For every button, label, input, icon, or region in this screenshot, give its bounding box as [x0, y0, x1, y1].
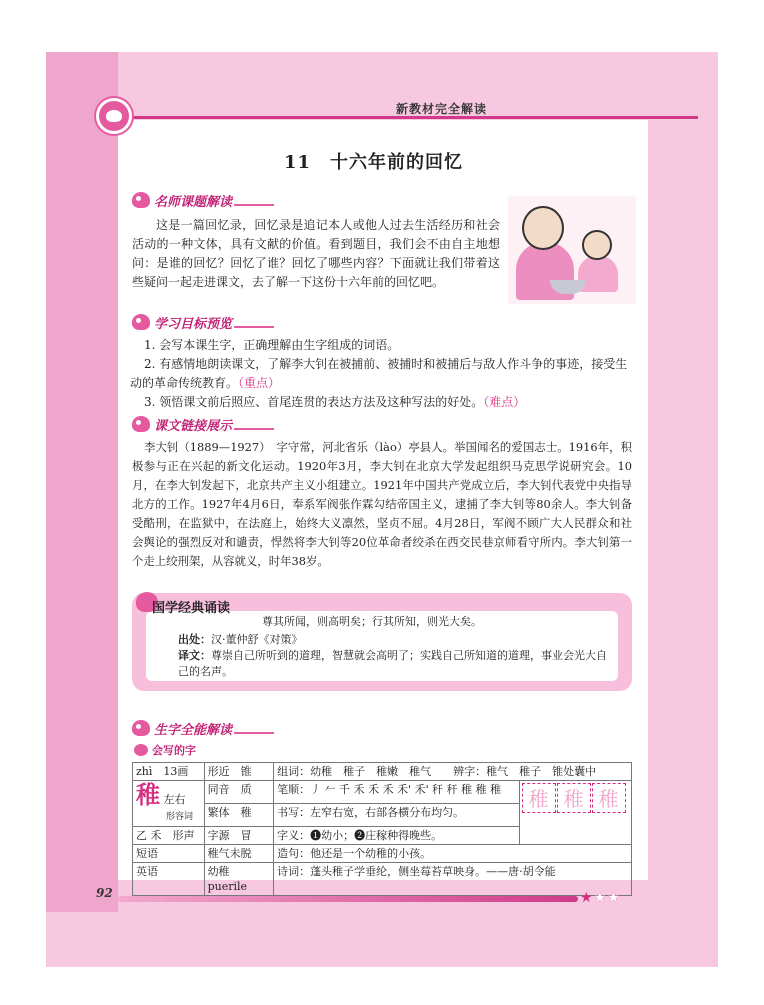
star-icon: ★ — [593, 890, 608, 906]
classic-source: 出处：汉·董仲舒《对策》 — [178, 633, 303, 646]
classic-title: 国学经典诵读 — [152, 601, 231, 616]
classic-translation: 译文：尊崇自己所听到的道理，智慧就会高明了；实践自己所知道的道理，事业会光大自己的名声。 — [178, 649, 607, 678]
page-number: 92 — [96, 886, 113, 900]
section-heading-intro: 名师课题解读 — [132, 190, 274, 210]
rating-stars — [580, 890, 621, 906]
section-heading-link: 课文链接展示 — [132, 414, 274, 434]
character-table: zhì 13画 形近 锥 组词：幼稚 稚子 稚嫩 稚气 辨字：稚气 稚子 锥处囊中 稚 左右 形容词 同音 质 笔顺：丿 𠂉 千 禾 禾 禾 禾' 禾' 秆 秆 稚 稚 稚 稚 稚 稚 繁体 稚 书写：左窄右宽，右部各横分布均匀。 乙 禾 形声 字源 冒 字义：❶幼小；❷庄稼种得晚些。 短语 稚气未脱 造句：他还是一个幼稚的小孩。 英语 幼稚 puerile 诗词：蓬头稚子学垂纶，侧坐莓苔草映身。——唐·胡令能 — [132, 762, 632, 896]
intro-text: 这是一篇回忆录，回忆录是追记本人或他人过去生活经历和社会活动的一种文体，具有文献的价值。看到题目，我们会不由自主地想问：是谁的回忆？回忆了谁？回忆了哪些内容？下面就让我们带着这些疑问一起走进课文，去了解一下这份十六年前的回忆吧。 — [132, 218, 500, 289]
goal-item: 2. 有感情地朗读课文，了解李大钊在被捕前、被捕时和被捕后与敌人作斗争的事迹，接受生动的革命传统教育。（重点） — [130, 357, 628, 390]
mascot-icon — [132, 416, 150, 432]
book-title: 新教材完全解读 — [396, 102, 488, 116]
link-text: 李大钊（1889—1927） 字守常，河北省乐（lào）亭县人。举国闻名的爱国志士。1916年，积极参与正在兴起的新文化运动。1920年3月，李大钊在北京大学发起组织马克思学说研究会。10月，在李大钊发起下，北京共产主义小组建立。1921年中国共产党成立后，李大钊代表党中央指导北方的工作。1927年4月6日，奉系军阀张作霖勾结帝国主义，逮捕了李大钊等80余人。李大钊备受酷刑，在监狱中，在法庭上，始终大义凛然，坚贞不屈。4月28日，军阀不顾广大人民群众和社会舆论的强烈反对和谴责，悍然将李大钊等20位革命者绞杀在西交民巷京师看守所内。李大钊第一个走上绞刑架，从容就义，时年38岁。 — [132, 440, 632, 568]
goal-item: 1. 会写本课生字，正确理解由生字组成的词语。 — [144, 338, 400, 352]
father-head — [522, 206, 564, 250]
girl-head — [582, 230, 612, 260]
classic-quote: 尊其所闻，则高明矣；行其所知，则光大矣。 — [262, 615, 482, 628]
illustration — [508, 196, 636, 304]
mascot-icon — [132, 314, 150, 330]
star-icon: ★ — [580, 890, 594, 906]
section-heading-goals: 学习目标预览 — [132, 312, 274, 332]
mascot-icon — [134, 744, 148, 756]
lesson-title: 11 十六年前的回忆 — [284, 152, 464, 173]
goal-item: 3. 领悟课文前后照应、首尾连贯的表达方法及这种写法的好处。（难点） — [144, 395, 526, 409]
mascot-logo-icon — [96, 98, 132, 134]
main-character: 稚 — [136, 780, 160, 809]
left-band — [46, 52, 118, 912]
mascot-icon — [132, 192, 150, 208]
practice-grid: 稚 稚 稚 — [519, 781, 632, 845]
footer-line — [118, 896, 578, 902]
section-heading-chars: 生字全能解读 — [132, 718, 274, 738]
mascot-icon — [132, 720, 150, 736]
star-icon: ★ — [607, 890, 621, 906]
subheading-write-chars: 会写的字 — [134, 742, 196, 758]
